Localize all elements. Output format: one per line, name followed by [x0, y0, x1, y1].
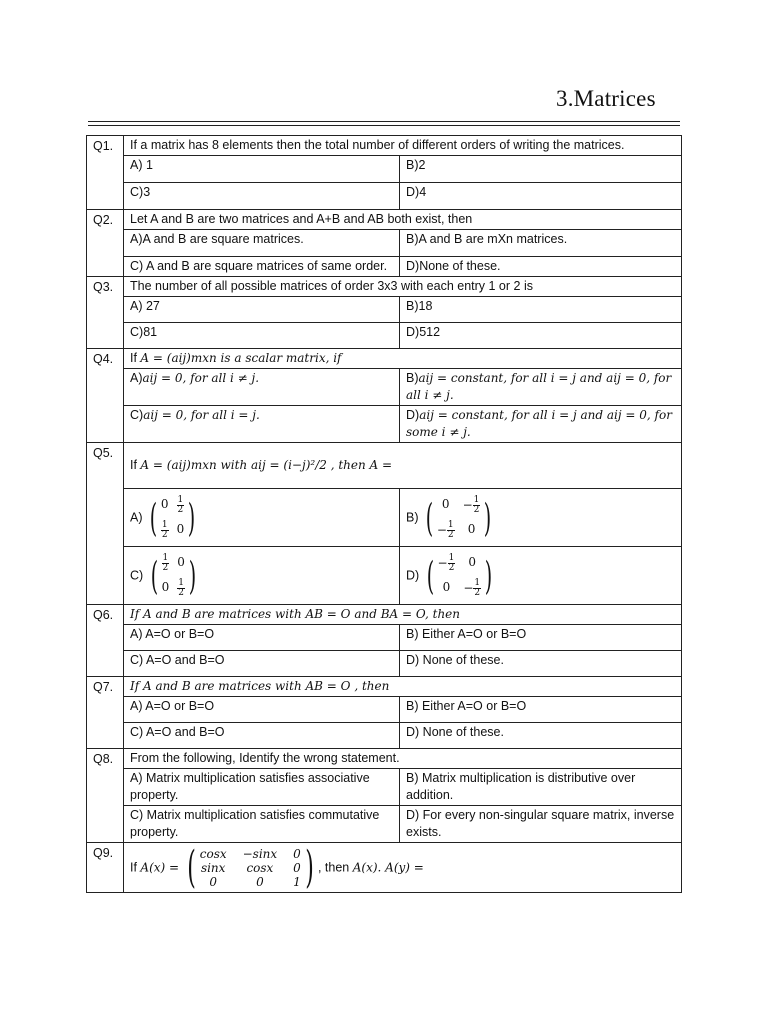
option-label: D)	[406, 567, 420, 582]
matrix-cell: −sinx	[242, 846, 278, 861]
option-label: D)	[406, 408, 420, 422]
table-row	[87, 605, 682, 625]
option-a: A) A=O or B=O	[124, 697, 400, 723]
option-label: B)	[406, 509, 419, 524]
option-b: B)2	[400, 156, 682, 183]
table-row	[87, 697, 682, 723]
stem-math: A(x) =	[140, 859, 180, 874]
question-table	[86, 135, 682, 893]
table-row	[87, 547, 682, 605]
question-number: Q4.	[87, 349, 124, 443]
table-row	[87, 677, 682, 697]
question-stem	[124, 349, 682, 369]
option-label: B)	[406, 371, 419, 385]
title-rule-bottom	[88, 125, 680, 126]
table-row	[87, 843, 682, 893]
matrix-cell: 0	[293, 860, 301, 875]
option-label: A)	[130, 371, 143, 385]
question-stem: If A and B are matrices with AB = O and BA = O, then	[124, 605, 682, 625]
matrix: ( cosx −sinx 0 sinx cosx 0 0 0 1 )	[186, 841, 314, 893]
option-label: C)	[130, 408, 144, 422]
question-number: Q6.	[87, 605, 124, 677]
option-d: D) None of these.	[400, 651, 682, 677]
table-row	[87, 749, 682, 769]
question-number: Q7.	[87, 677, 124, 749]
table-row	[87, 489, 682, 547]
option-a	[124, 369, 400, 406]
table-row	[87, 369, 682, 406]
matrix-cell: sinx	[200, 860, 226, 875]
question-number: Q9.	[87, 843, 124, 893]
option-d: D)4	[400, 183, 682, 210]
question-number: Q1.	[87, 136, 124, 210]
option-c: C) A=O and B=O	[124, 651, 400, 677]
option-c: C)81	[124, 323, 400, 349]
option-a	[124, 489, 400, 547]
option-c: C) Matrix multiplication satisfies commutative property.	[124, 806, 400, 843]
table-row	[87, 210, 682, 230]
option-label: A)	[130, 509, 143, 524]
matrix: ( − $\frac{1}{2}$ 0 0 − $\frac{1}{2}$ )	[426, 552, 493, 598]
option-d: D)512	[400, 323, 682, 349]
option-d	[400, 406, 682, 443]
table-row	[87, 136, 682, 156]
table-row	[87, 230, 682, 257]
option-b: B) Either A=O or B=O	[400, 697, 682, 723]
question-stem	[124, 843, 682, 893]
question-stem: The number of all possible matrices of order 3x3 with each entry 1 or 2 is	[124, 277, 682, 297]
question-stem: From the following, Identify the wrong statement.	[124, 749, 682, 769]
table-row	[87, 277, 682, 297]
stem-math: A(x). A(y) =	[352, 859, 424, 874]
stem-suffix: , then	[317, 859, 353, 874]
option-math: aij = constant, for all i = j and aij = 0, for all i ≠ j.	[406, 371, 672, 402]
option-d: D) None of these.	[400, 723, 682, 749]
table-row	[87, 349, 682, 369]
question-stem: If A and B are matrices with AB = O , then	[124, 677, 682, 697]
option-c	[124, 547, 400, 605]
option-c	[124, 406, 400, 443]
option-a: A) Matrix multiplication satisfies associative property.	[124, 769, 400, 806]
table-row	[87, 443, 682, 489]
stem-prefix: If	[130, 859, 141, 874]
table-row	[87, 323, 682, 349]
matrix-grid	[200, 847, 301, 889]
matrix-cell: cosx	[246, 860, 274, 875]
question-number: Q2.	[87, 210, 124, 277]
option-d: D) For every non-singular square matrix, inverse exists.	[400, 806, 682, 843]
matrix-cell: 0	[256, 874, 264, 889]
question-number: Q3.	[87, 277, 124, 349]
option-b	[400, 369, 682, 406]
title-rule-top	[88, 121, 680, 122]
stem-math: A = (aij)mxn with aij = (i−j)²/2 , then A =	[140, 458, 393, 472]
option-d	[400, 547, 682, 605]
option-b: B)18	[400, 297, 682, 323]
option-a: A) A=O or B=O	[124, 625, 400, 651]
option-math: aij = 0, for all i ≠ j.	[142, 371, 260, 385]
option-b	[400, 489, 682, 547]
question-stem	[124, 443, 682, 489]
option-c: C)3	[124, 183, 400, 210]
stem-prefix: If	[130, 458, 141, 472]
option-math: aij = 0, for all i = j.	[143, 408, 260, 422]
matrix-cell: 1	[293, 874, 301, 889]
option-label: C)	[130, 567, 144, 582]
table-row	[87, 406, 682, 443]
option-b: B)A and B are mXn matrices.	[400, 230, 682, 257]
option-a: A) 1	[124, 156, 400, 183]
table-row	[87, 651, 682, 677]
option-b: B) Either A=O or B=O	[400, 625, 682, 651]
table-row	[87, 156, 682, 183]
option-a: A)A and B are square matrices.	[124, 230, 400, 257]
stem-prefix: If	[130, 351, 141, 365]
option-c: C) A=O and B=O	[124, 723, 400, 749]
table-row	[87, 769, 682, 806]
option-d: D)None of these.	[400, 257, 682, 277]
table-row	[87, 806, 682, 843]
question-number: Q8.	[87, 749, 124, 843]
option-c: C) A and B are square matrices of same order.	[124, 257, 400, 277]
stem-math: A = (aij)mxn is a scalar matrix, if	[140, 351, 342, 365]
matrix-cell: 0	[209, 874, 217, 889]
question-number: Q5.	[87, 443, 124, 605]
matrix: ( 0 − $\frac{1}{2}$ − $\frac{1}{2}$ 0 )	[425, 494, 492, 540]
table-row	[87, 625, 682, 651]
table-row	[87, 723, 682, 749]
matrix-cell: cosx	[199, 846, 227, 861]
table-row	[87, 257, 682, 277]
table-row	[87, 297, 682, 323]
question-stem: If a matrix has 8 elements then the total number of different orders of writing the matrices.	[124, 136, 682, 156]
option-b: B) Matrix multiplication is distributive over addition.	[400, 769, 682, 806]
table-row	[87, 183, 682, 210]
matrix: ( $\frac{1}{2}$ 0 0 $\frac{1}{2}$ )	[150, 552, 197, 598]
option-math: aij = constant, for all i = j and aij = 0, for some i ≠ j.	[406, 408, 672, 439]
option-a: A) 27	[124, 297, 400, 323]
matrix-cell: 0	[293, 846, 301, 861]
matrix: ( 0 $\frac{1}{2}$ $\frac{1}{2}$ 0 )	[149, 494, 196, 540]
page-title: 3.Matrices	[556, 86, 656, 111]
question-stem: Let A and B are two matrices and A+B and AB both exist, then	[124, 210, 682, 230]
